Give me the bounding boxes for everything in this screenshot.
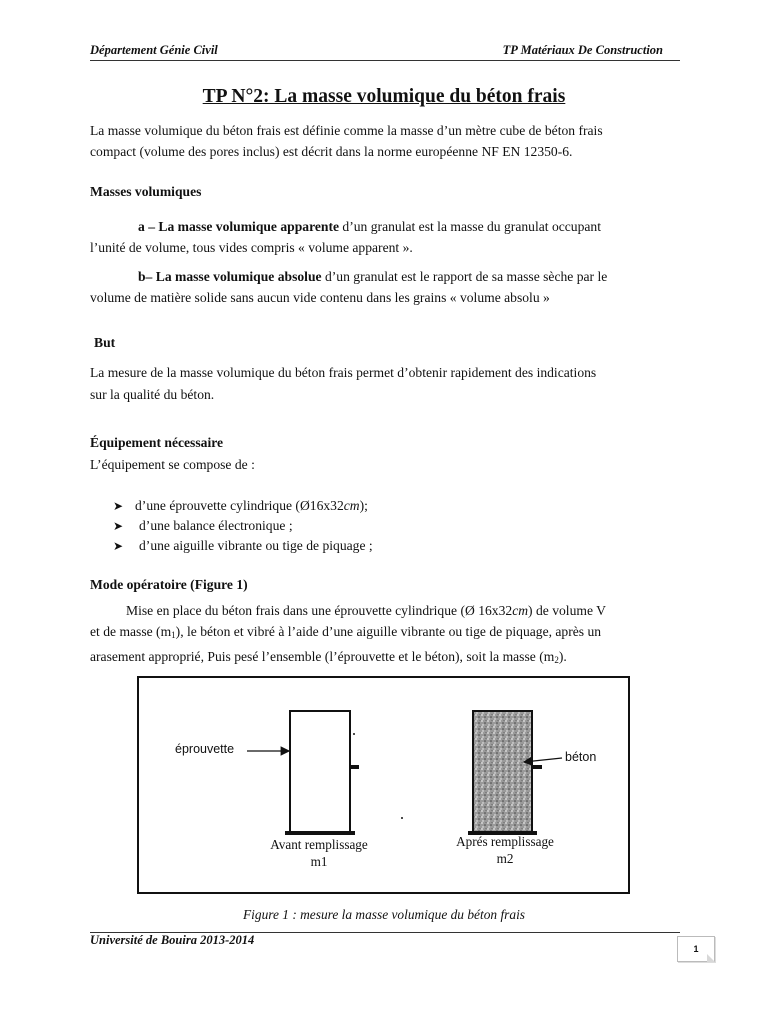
filled-cylinder [468, 711, 542, 833]
masse-absolue-paragraph: b– La masse volumique absolue d’un granulat est le rapport de sa masse sèche par le volume de matière solide sans aucun vide contenu dans les grains « volume absolu » [90, 269, 608, 305]
header-department: Département Génie Civil [90, 43, 218, 57]
mode-paragraph: Mise en place du béton frais dans une éprouvette cylindrique (Ø 16x32cm) de volume V et de masse $(m_1)$, le béton et vibré à l’aide d’une aiguille vibrante ou tige de piquage, après un arasement approprié, Puis pesé l’ensemble (l’éprouvette et le béton), soit la masse $(m_2)$. [90, 603, 606, 665]
but-heading: But [94, 335, 116, 350]
page-curl-icon [707, 954, 715, 962]
mode-heading: Mode opératoire (Figure 1) [90, 577, 248, 592]
list-item: ➤ d’une éprouvette cylindrique (Ø16x32cm); [113, 496, 673, 516]
header-rule [90, 60, 680, 61]
footer-university: Université de Bouira 2013-2014 [90, 933, 255, 947]
label-after-filling: Aprés remplissage m2 [456, 834, 554, 866]
equipement-heading: Équipement nécessaire [90, 435, 224, 450]
empty-cylinder [285, 711, 402, 833]
but-paragraph: La mesure de la masse volumique du béton frais permet d’obtenir rapidement des indications sur la qualité du béton. [90, 365, 597, 402]
equipement-list [113, 496, 673, 556]
header-course: TP Matériaux De Construction [502, 43, 663, 57]
list-item: ➤ d’une aiguille vibrante ou tige de piquage ; [113, 536, 673, 556]
masses-heading: Masses volumiques [90, 184, 202, 199]
page-title: TP N°2: La masse volumique du béton frais [202, 86, 566, 107]
label-beton: béton [565, 750, 597, 764]
figure-caption: Figure 1 : mesure la masse volumique du béton frais [242, 907, 526, 922]
equipement-intro: L’équipement se compose de : [90, 457, 255, 472]
masse-apparente-paragraph: a – La masse volumique apparente d’un granulat est la masse du granulat occupant l’unité de volume, tous vides compris « volume apparent ». [90, 219, 602, 255]
arrow-bullet-icon: ➤ [113, 539, 124, 553]
list-item: ➤ d’une balance électronique ; [113, 516, 673, 536]
label-eprouvette: éprouvette [175, 742, 235, 756]
page-number-box: 1 [677, 936, 715, 962]
arrow-bullet-icon: ➤ [113, 519, 124, 533]
intro-paragraph: La masse volumique du béton frais est définie comme la masse d’un mètre cube de béton frais compact (volume des pores inclus) est décrit dans la norme européenne NF EN 12350-6. [90, 123, 603, 159]
arrow-bullet-icon: ➤ [113, 499, 124, 513]
figure-frame [137, 676, 630, 894]
label-before-filling: Avant remplissage m1 [270, 837, 368, 869]
